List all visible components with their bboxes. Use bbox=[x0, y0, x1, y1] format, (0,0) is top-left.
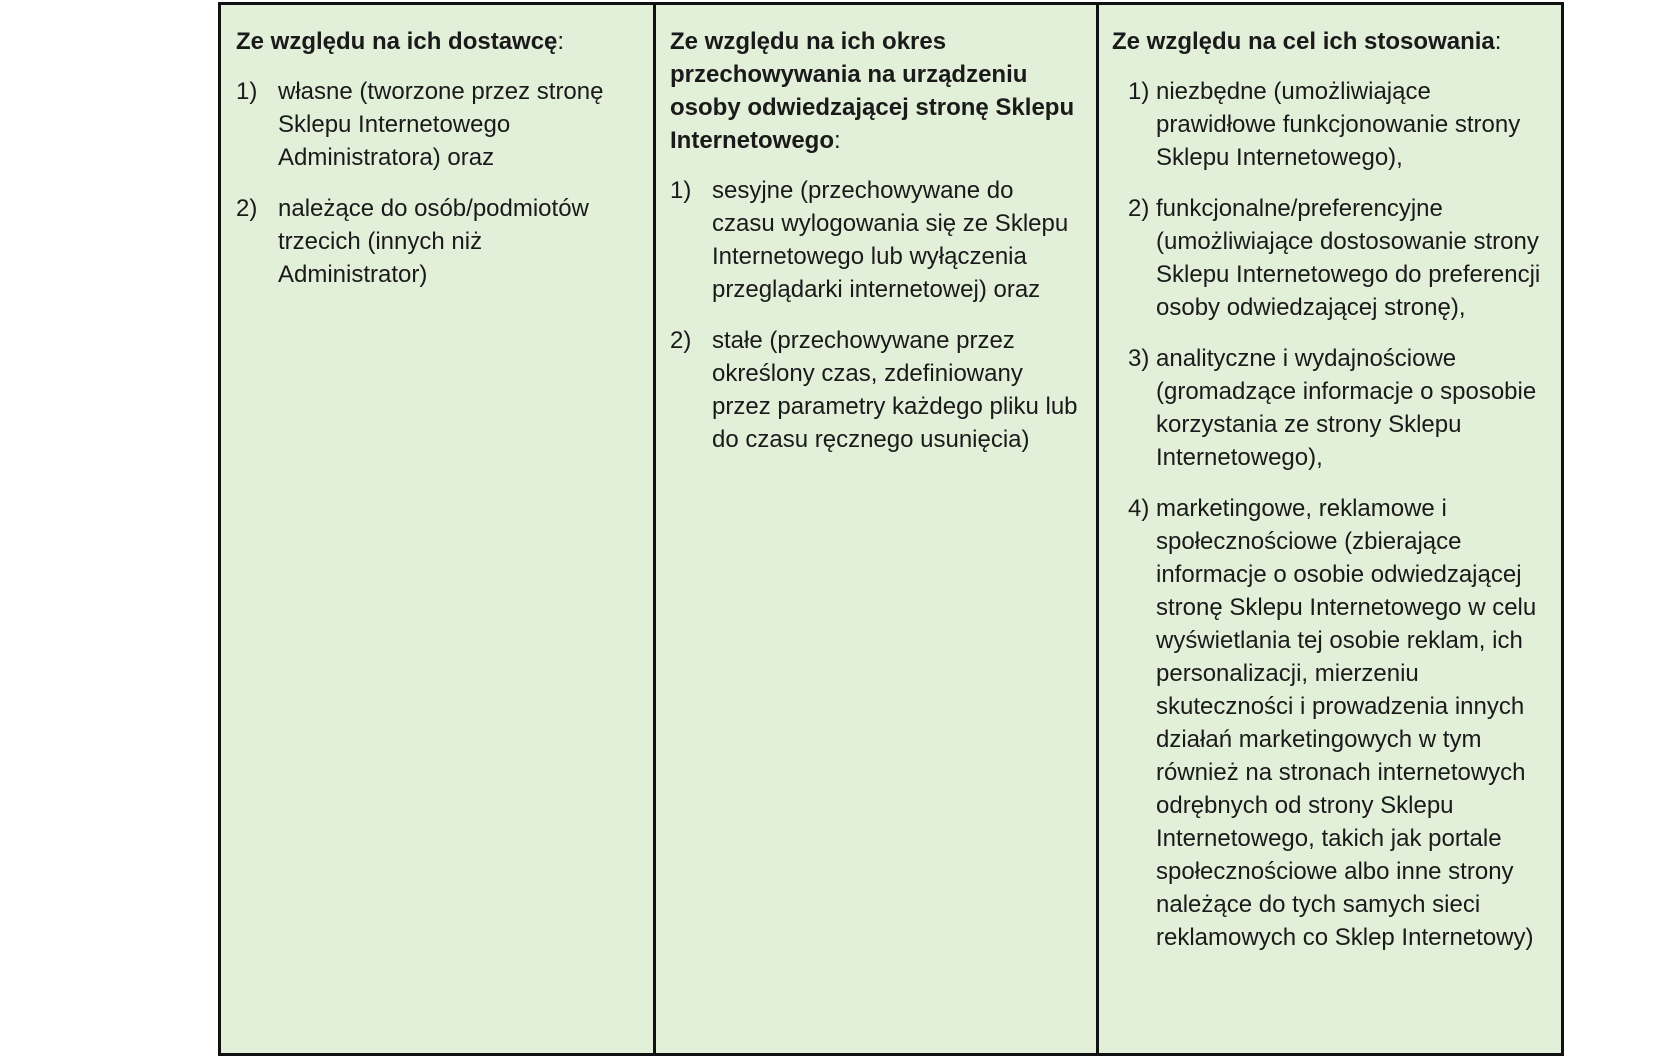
column-by-provider bbox=[221, 5, 653, 1053]
list-item-text: własne (tworzone przez stronę Sklepu Internetowego Administratora) oraz bbox=[278, 78, 604, 171]
list-item-number: 3) bbox=[1128, 345, 1150, 372]
list-item-number: 1) bbox=[1128, 78, 1150, 105]
list-item-number: 2) bbox=[236, 195, 258, 222]
list-item-number: 1) bbox=[670, 177, 692, 204]
list-item-number: 4) bbox=[1128, 495, 1150, 522]
list-item-text: analityczne i wydajnościowe (gromadzące informacje o sposobie korzystania ze strony Sklepu Internetowego), bbox=[1156, 345, 1537, 471]
list-item bbox=[1128, 192, 1547, 324]
list-item-text: funkcjonalne/preferencyjne (umożliwiające dostosowanie strony Sklepu Internetowego do preferencji osoby odwiedzającej stronę), bbox=[1156, 195, 1541, 321]
list-item bbox=[1128, 75, 1547, 174]
list-item bbox=[670, 174, 1078, 306]
cookie-classification-table bbox=[218, 2, 1564, 1056]
storage-period-list bbox=[670, 174, 1078, 456]
column-heading-colon: : bbox=[834, 127, 841, 154]
list-item-text: stałe (przechowywane przez określony czas, zdefiniowany przez parametry każdego pliku lub do czasu ręcznego usunięcia) bbox=[712, 327, 1078, 453]
list-item-text: marketingowe, reklamowe i społecznościowe (zbierające informacje o osobie odwiedzającej stronę Sklepu Internetowego w celu wyświetlania tej osobie reklam, ich personalizacji, mierzeniu skuteczności i prowadzenia innych działań marketingowych w tym również na stronach internetowych odrębnych od strony Sklepu Internetowego, takich jak portale społecznościowe albo inne strony należące do tych samych sieci reklamowych co Sklep Internetowy) bbox=[1156, 495, 1537, 951]
column-heading-text: Ze względu na ich okres przechowywania na urządzeniu osoby odwiedzającej stronę Sklepu Internetowego bbox=[670, 28, 1075, 154]
list-item bbox=[1128, 492, 1547, 954]
column-heading bbox=[1112, 25, 1547, 58]
provider-list bbox=[236, 75, 635, 291]
column-heading-colon: : bbox=[557, 28, 565, 55]
purpose-list bbox=[1112, 75, 1547, 954]
list-item-text: należące do osób/podmiotów trzecich (innych niż Administrator) bbox=[278, 195, 589, 288]
list-item-text: niezbędne (umożliwiające prawidłowe funkcjonowanie strony Sklepu Internetowego), bbox=[1156, 78, 1521, 171]
column-heading-text: Ze względu na cel ich stosowania bbox=[1112, 28, 1495, 55]
list-item-number: 2) bbox=[670, 327, 692, 354]
column-heading bbox=[236, 25, 635, 58]
list-item-number: 2) bbox=[1128, 195, 1150, 222]
list-item bbox=[236, 192, 635, 291]
list-item bbox=[670, 324, 1078, 456]
list-item bbox=[1128, 342, 1547, 474]
column-heading bbox=[670, 25, 1078, 157]
column-heading-colon: : bbox=[1494, 28, 1502, 55]
list-item bbox=[236, 75, 635, 174]
column-heading-text: Ze względu na ich dostawcę bbox=[236, 28, 558, 55]
list-item-text: sesyjne (przechowywane do czasu wylogowania się ze Sklepu Internetowego lub wyłączenia przeglądarki internetowej) oraz bbox=[712, 177, 1069, 303]
column-by-storage-period bbox=[653, 5, 1096, 1053]
list-item-number: 1) bbox=[236, 78, 258, 105]
column-by-purpose bbox=[1096, 5, 1561, 1053]
